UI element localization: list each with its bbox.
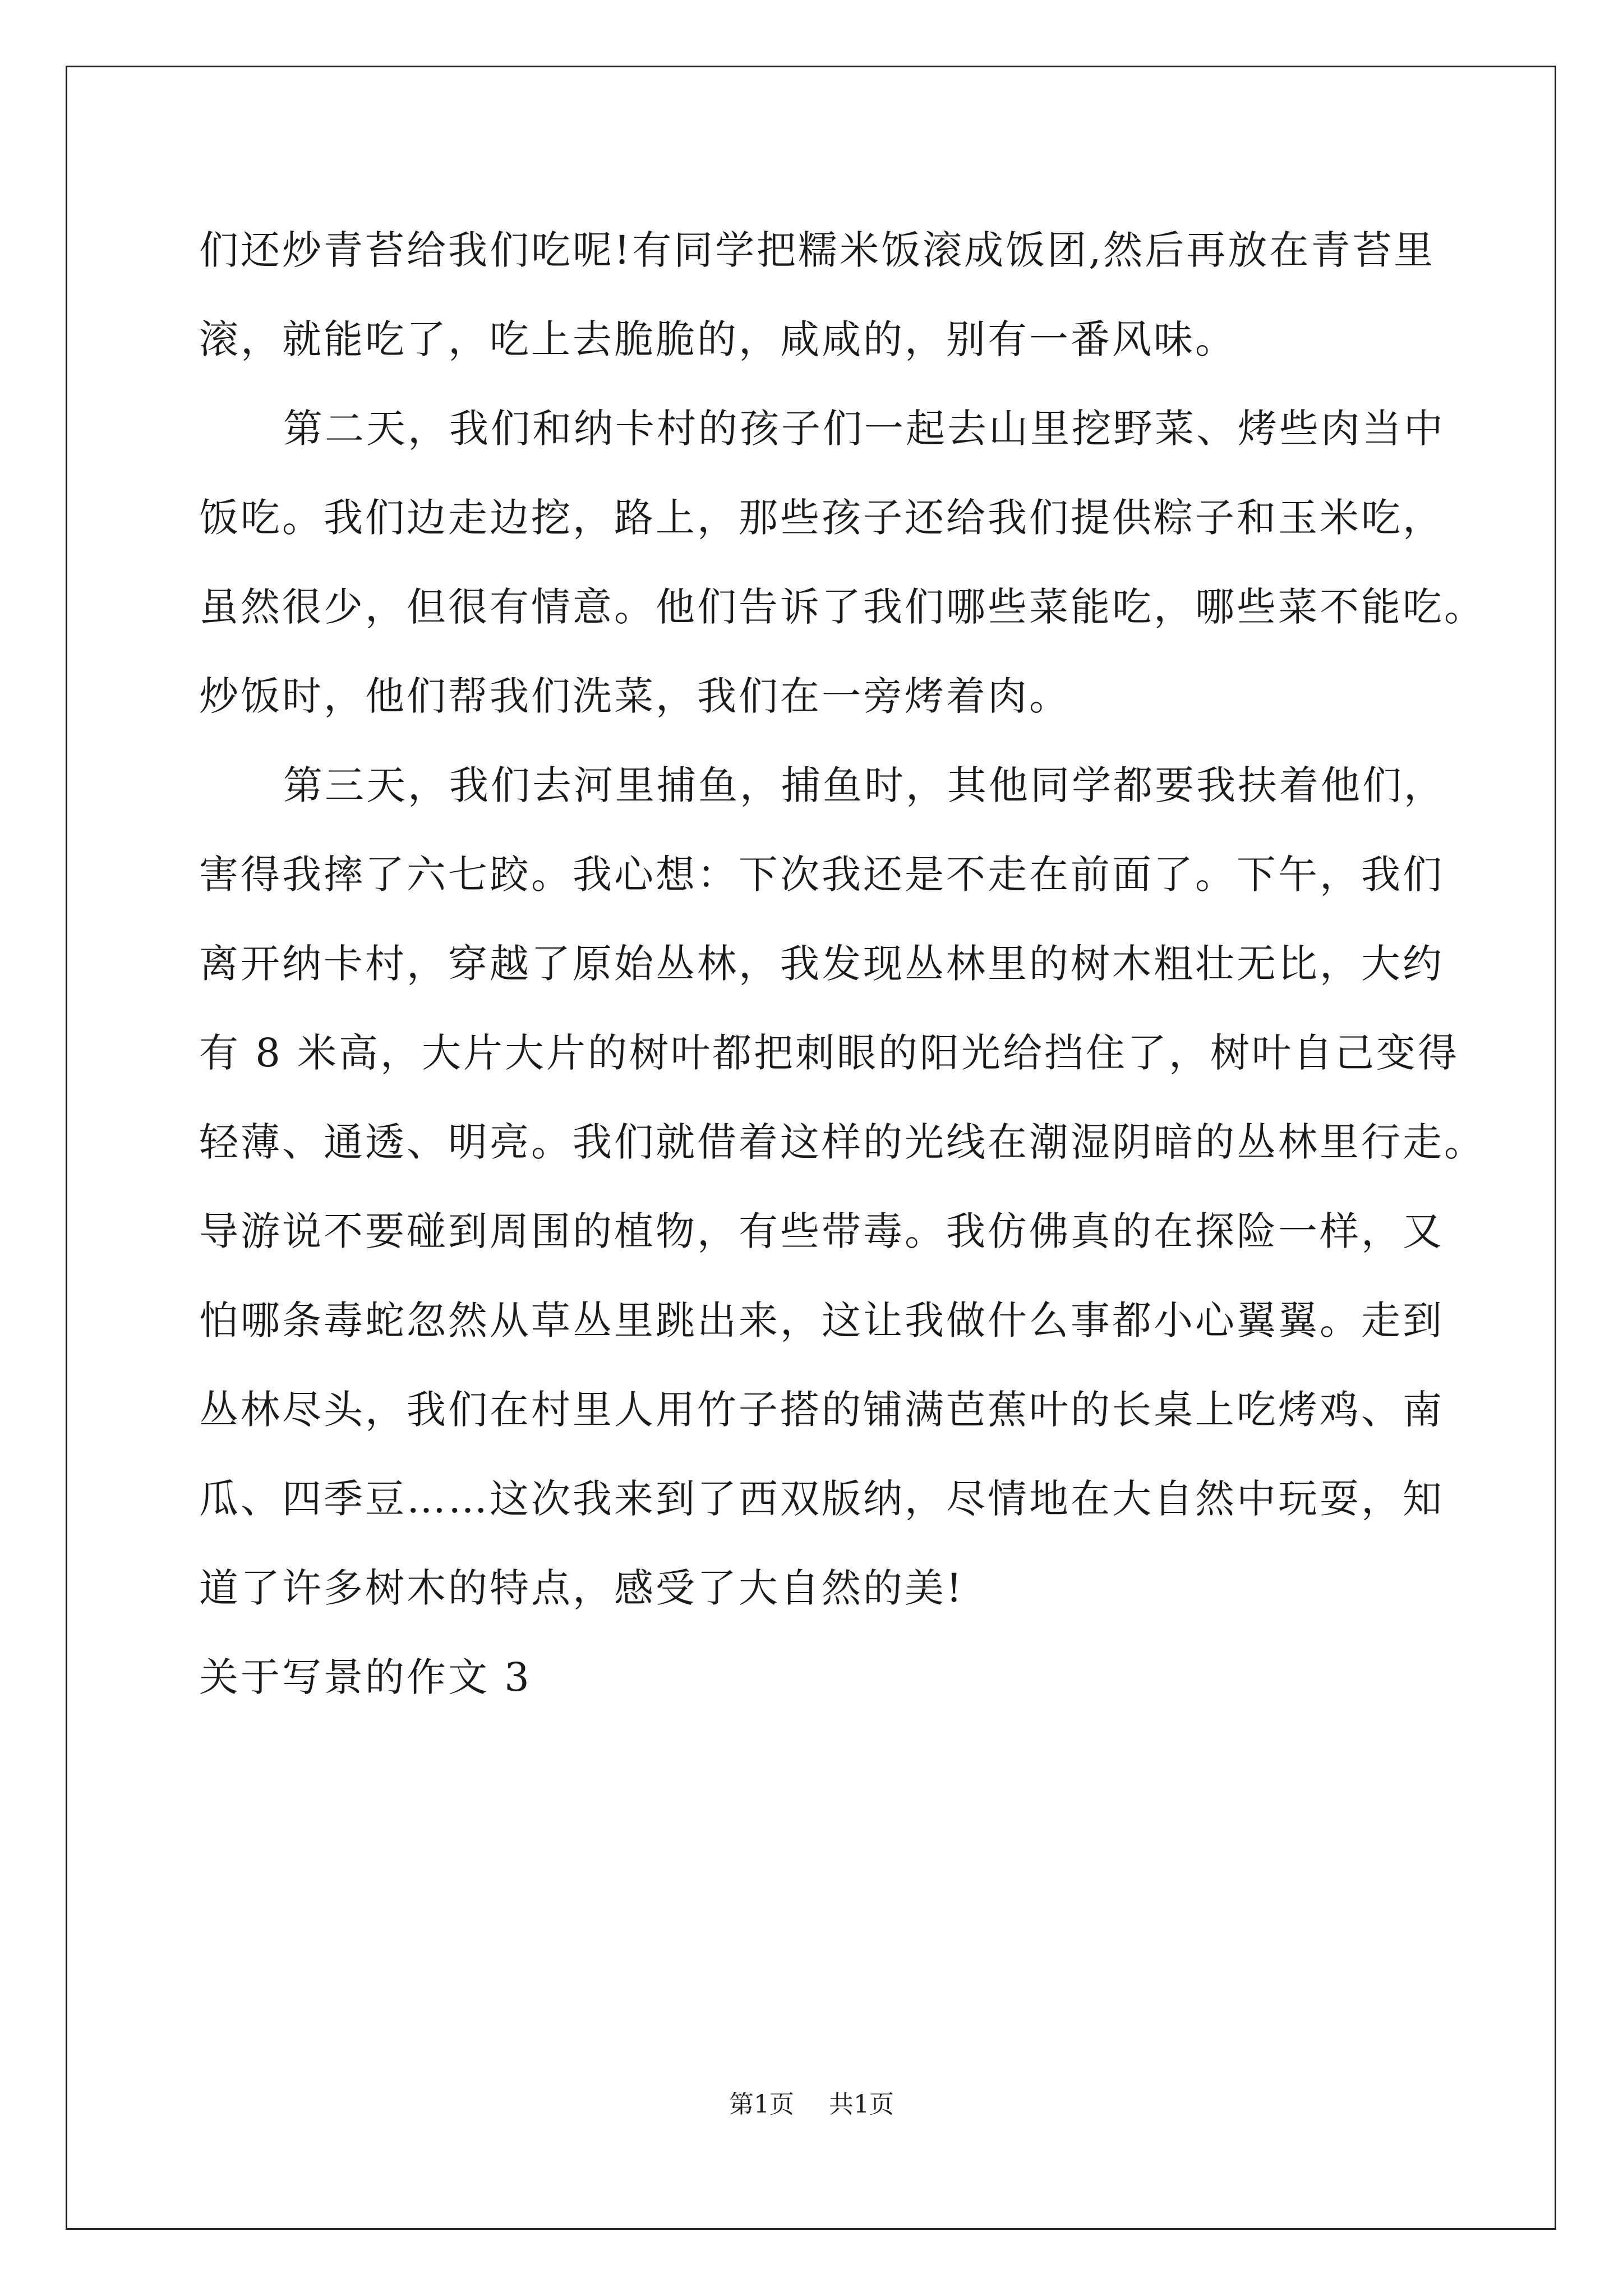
paragraph-line: 虽然很少，但很有情意。他们告诉了我们哪些菜能吃，哪些菜不能吃。 (199, 584, 1486, 630)
paragraph-line: 们还炒青苔给我们吃呢!有同学把糯米饭滚成饭团,然后再放在青苔里 (199, 227, 1436, 273)
paragraph-line: 怕哪条毒蛇忽然从草丛里跳出来，这让我做什么事都小心翼翼。走到 (199, 1297, 1444, 1343)
page-number-current: 第1页 (729, 2090, 794, 2119)
paragraph-line: 第二天，我们和纳卡村的孩子们一起去山里挖野菜、烤些肉当中 (283, 406, 1445, 452)
document-body (199, 220, 1486, 1736)
paragraph-line: 第三天，我们去河里捕鱼，捕鱼时，其他同学都要我扶着他们， (283, 762, 1445, 808)
page-footer (0, 2088, 1623, 2122)
paragraph-line: 离开纳卡村，穿越了原始丛林，我发现丛林里的树木粗壮无比，大约 (199, 941, 1444, 987)
paragraph-line: 导游说不要碰到周围的植物，有些带毒。我仿佛真的在探险一样，又 (199, 1208, 1444, 1254)
paragraph-line: 瓜、四季豆……这次我来到了西双版纳，尽情地在大自然中玩耍，知 (199, 1476, 1444, 1522)
paragraph-line: 饭吃。我们边走边挖，路上，那些孩子还给我们提供粽子和玉米吃， (199, 495, 1444, 541)
section-heading: 关于写景的作文 3 (199, 1654, 532, 1700)
paragraph-line: 炒饭时，他们帮我们洗菜，我们在一旁烤着肉。 (199, 673, 1071, 719)
paragraph-line: 道了许多树木的特点，感受了大自然的美! (199, 1565, 965, 1611)
paragraph-line: 有 8 米高，大片大片的树叶都把刺眼的阳光给挡住了，树叶自己变得 (199, 1030, 1460, 1076)
page-number-total: 共1页 (829, 2090, 894, 2119)
paragraph-line: 害得我摔了六七跤。我心想：下次我还是不走在前面了。下午，我们 (199, 852, 1444, 898)
paragraph-line: 轻薄、通透、明亮。我们就借着这样的光线在潮湿阴暗的丛林里行走。 (199, 1119, 1486, 1165)
paragraph-line: 丛林尽头，我们在村里人用竹子搭的铺满芭蕉叶的长桌上吃烤鸡、南 (199, 1387, 1444, 1433)
paragraph-line: 滚，就能吃了，吃上去脆脆的，咸咸的，别有一番风味。 (199, 316, 1237, 362)
